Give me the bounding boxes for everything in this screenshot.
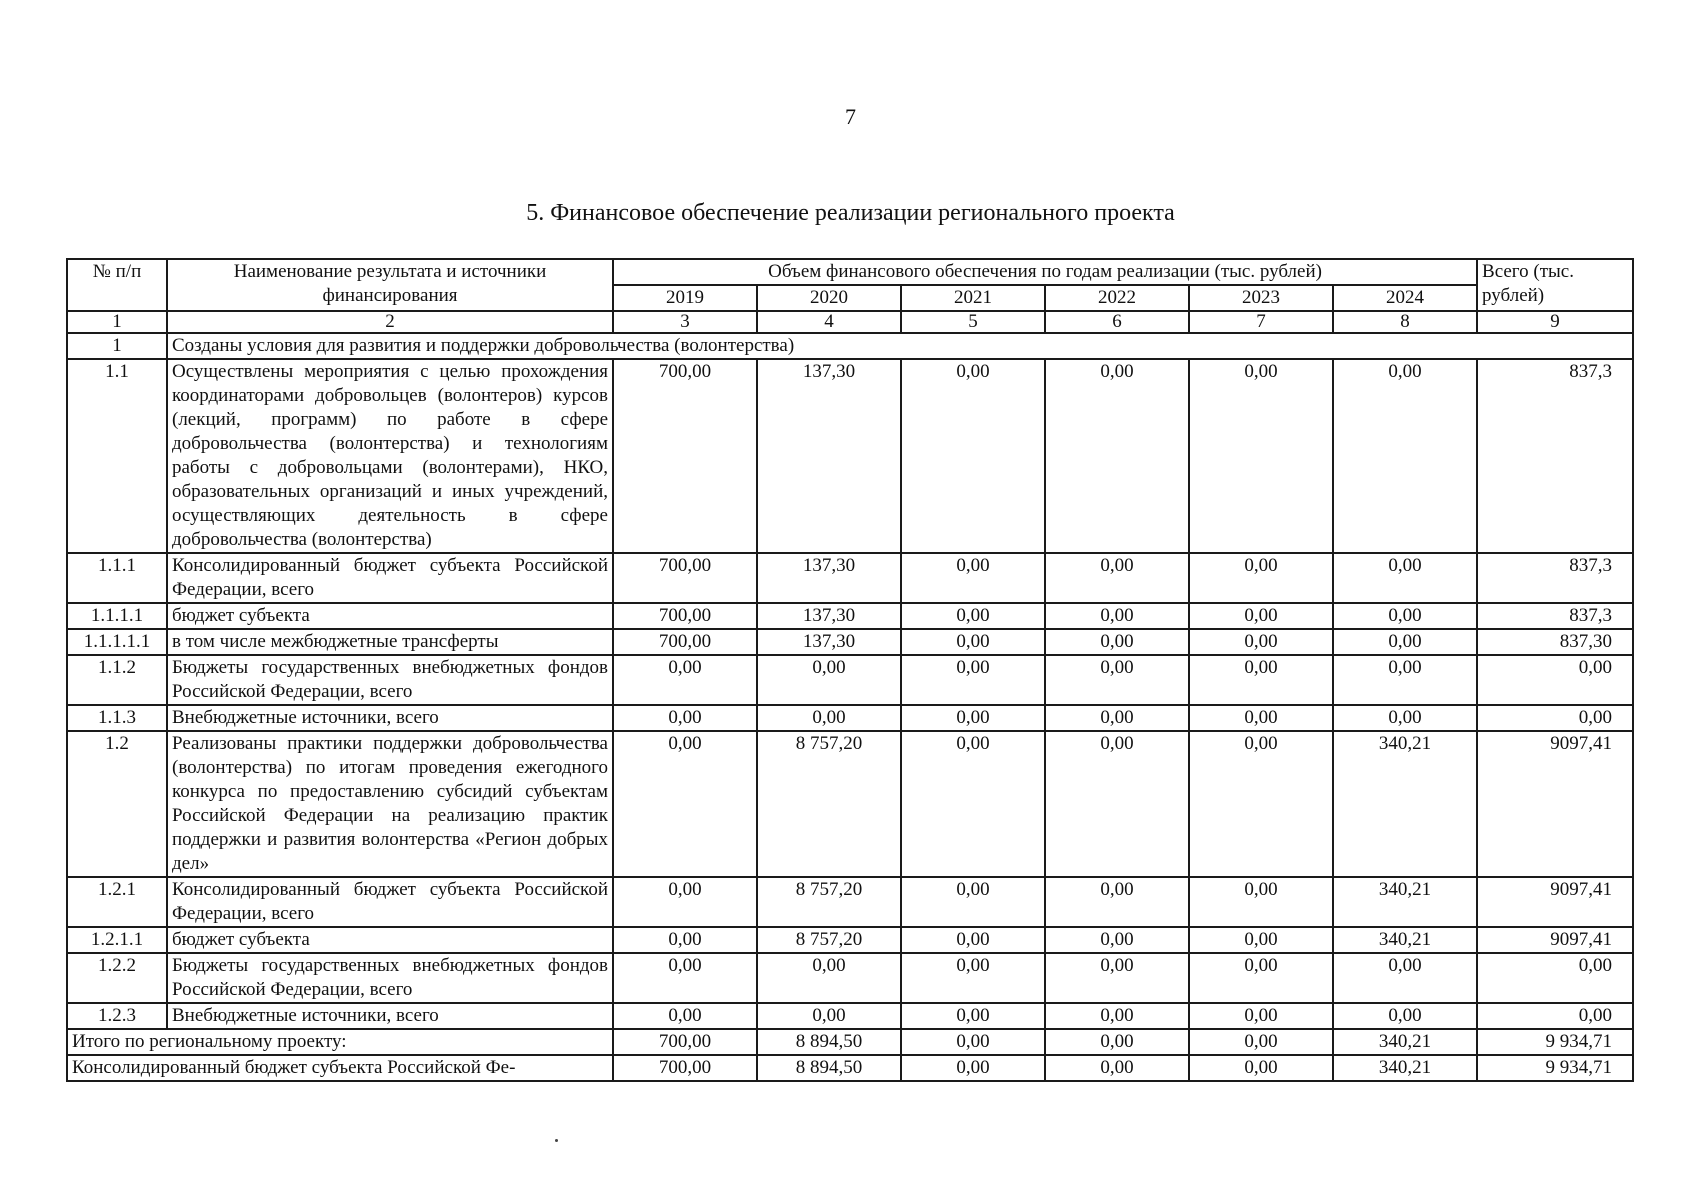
row-value: 340,21 (1333, 731, 1477, 877)
table-row (67, 877, 1633, 927)
column-index-row (67, 311, 1633, 333)
row-value: 0,00 (1333, 1003, 1477, 1029)
row-name: Бюджеты государственных внебюджетных фондов Российской Федерации, всего (167, 655, 613, 705)
row-num: 1.2.3 (67, 1003, 167, 1029)
row-value: 0,00 (1045, 731, 1189, 877)
row-value: 0,00 (1189, 705, 1333, 731)
row-total: 9097,41 (1477, 731, 1633, 877)
row-total: 0,00 (1477, 1003, 1633, 1029)
row-value: 137,30 (757, 359, 901, 553)
row-value: 0,00 (1045, 705, 1189, 731)
header-year: 2021 (901, 285, 1045, 311)
row-num: 1.2.1 (67, 877, 167, 927)
row-value: 0,00 (1189, 359, 1333, 553)
table-row (67, 553, 1633, 603)
row-value: 0,00 (613, 731, 757, 877)
header-volume: Объем финансового обеспечения по годам реализации (тыс. рублей) (613, 259, 1477, 285)
table-row (67, 927, 1633, 953)
row-value: 0,00 (1045, 629, 1189, 655)
totals-value: 0,00 (901, 1029, 1045, 1055)
row-value: 0,00 (757, 1003, 901, 1029)
totals-label: Итого по региональному проекту: (67, 1029, 613, 1055)
header-year: 2020 (757, 285, 901, 311)
financing-table (66, 258, 1634, 1082)
row-value: 0,00 (1045, 359, 1189, 553)
totals-value: 0,00 (1045, 1029, 1189, 1055)
row-value: 0,00 (1333, 603, 1477, 629)
section-num: 1 (67, 333, 167, 359)
row-value: 0,00 (757, 705, 901, 731)
row-value: 0,00 (1189, 655, 1333, 705)
row-name: бюджет субъекта (167, 927, 613, 953)
row-value: 0,00 (1045, 603, 1189, 629)
row-value: 0,00 (757, 953, 901, 1003)
row-total: 0,00 (1477, 953, 1633, 1003)
table-row (67, 705, 1633, 731)
row-value: 0,00 (1333, 655, 1477, 705)
row-name: Консолидированный бюджет субъекта Российской Федерации, всего (167, 877, 613, 927)
totals-value: 0,00 (1045, 1055, 1189, 1081)
page-number: 7 (845, 104, 856, 129)
row-value: 0,00 (1189, 877, 1333, 927)
totals-value: 340,21 (1333, 1055, 1477, 1081)
totals-value: 0,00 (1189, 1055, 1333, 1081)
row-value: 0,00 (613, 655, 757, 705)
row-name: Реализованы практики поддержки добровольчества (волонтерства) по итогам проведения ежегодного конкурса по предоставлению субсидий субъектам Российской Федерации на реализацию практик поддержки и развития волонтерства «Регион добрых дел» (167, 731, 613, 877)
row-num: 1.2.1.1 (67, 927, 167, 953)
row-value: 0,00 (901, 629, 1045, 655)
row-value: 0,00 (613, 1003, 757, 1029)
row-value: 0,00 (1333, 553, 1477, 603)
row-value: 0,00 (901, 877, 1045, 927)
column-index: 1 (67, 311, 167, 333)
row-value: 0,00 (613, 877, 757, 927)
table-row (67, 1003, 1633, 1029)
column-index: 3 (613, 311, 757, 333)
table-row (67, 953, 1633, 1003)
row-value: 0,00 (901, 359, 1045, 553)
row-value: 0,00 (1189, 953, 1333, 1003)
column-index: 8 (1333, 311, 1477, 333)
row-num: 1.1.1.1 (67, 603, 167, 629)
row-name: Внебюджетные источники, всего (167, 705, 613, 731)
row-value: 0,00 (613, 953, 757, 1003)
totals-value: 0,00 (901, 1055, 1045, 1081)
row-value: 0,00 (901, 927, 1045, 953)
header-name: Наименование результата и источники финансирования (167, 259, 613, 311)
totals-value: 0,00 (1189, 1029, 1333, 1055)
table-row (67, 359, 1633, 553)
row-total: 0,00 (1477, 705, 1633, 731)
row-value: 137,30 (757, 603, 901, 629)
row-value: 0,00 (1045, 1003, 1189, 1029)
table-row (67, 629, 1633, 655)
row-total: 9097,41 (1477, 877, 1633, 927)
totals-total: 9 934,71 (1477, 1029, 1633, 1055)
row-value: 0,00 (1189, 603, 1333, 629)
row-value: 0,00 (1189, 731, 1333, 877)
totals-value: 8 894,50 (757, 1029, 901, 1055)
row-num: 1.1.1.1.1 (67, 629, 167, 655)
row-name: Осуществлены мероприятия с целью прохождения координаторами добровольцев (волонтеров) курсов (лекций, программ) по работе в сфере добровольчества (волонтерства) и технологиям работы с добровольцами (волонтерами), НКО, образовательных организаций и иных учреждений, осуществляющих деятельность в сфере добровольчества (волонтерства) (167, 359, 613, 553)
row-value: 0,00 (1045, 953, 1189, 1003)
row-value: 700,00 (613, 553, 757, 603)
column-index: 4 (757, 311, 901, 333)
totals-value: 340,21 (1333, 1029, 1477, 1055)
financing-table-wrapper (66, 258, 1632, 1082)
header-total: Всего (тыс. рублей) (1477, 259, 1633, 311)
row-num: 1.2 (67, 731, 167, 877)
row-value: 700,00 (613, 629, 757, 655)
row-value: 8 757,20 (757, 731, 901, 877)
totals-total: 9 934,71 (1477, 1055, 1633, 1081)
header-year: 2023 (1189, 285, 1333, 311)
row-value: 0,00 (1189, 629, 1333, 655)
section-name: Созданы условия для развития и поддержки добровольчества (волонтерства) (167, 333, 1633, 359)
totals-label: Консолидированный бюджет субъекта Российской Фе- (67, 1055, 613, 1081)
row-value: 0,00 (1045, 927, 1189, 953)
table-header (67, 259, 1633, 311)
table-row (67, 603, 1633, 629)
row-num: 1.1.2 (67, 655, 167, 705)
row-value: 0,00 (1189, 927, 1333, 953)
row-name: в том числе межбюджетные трансферты (167, 629, 613, 655)
header-year: 2022 (1045, 285, 1189, 311)
row-value: 0,00 (1333, 705, 1477, 731)
row-total: 837,3 (1477, 553, 1633, 603)
column-index: 5 (901, 311, 1045, 333)
table-body (67, 311, 1633, 1081)
row-value: 0,00 (613, 927, 757, 953)
row-num: 1.1.1 (67, 553, 167, 603)
column-index: 2 (167, 311, 613, 333)
row-value: 700,00 (613, 603, 757, 629)
row-name: бюджет субъекта (167, 603, 613, 629)
row-value: 137,30 (757, 629, 901, 655)
totals-row (67, 1029, 1633, 1055)
column-index: 6 (1045, 311, 1189, 333)
row-value: 0,00 (901, 731, 1045, 877)
row-value: 0,00 (901, 1003, 1045, 1029)
row-name: Консолидированный бюджет субъекта Российской Федерации, всего (167, 553, 613, 603)
row-value: 0,00 (1189, 1003, 1333, 1029)
section-title: 5. Финансовое обеспечение реализации регионального проекта (526, 200, 1175, 226)
row-value: 0,00 (901, 655, 1045, 705)
totals-value: 8 894,50 (757, 1055, 901, 1081)
row-total: 9097,41 (1477, 927, 1633, 953)
section-row (67, 333, 1633, 359)
row-value: 0,00 (1189, 553, 1333, 603)
row-num: 1.1 (67, 359, 167, 553)
row-value: 340,21 (1333, 877, 1477, 927)
row-value: 0,00 (1333, 359, 1477, 553)
row-value: 0,00 (901, 953, 1045, 1003)
row-num: 1.1.3 (67, 705, 167, 731)
row-value: 137,30 (757, 553, 901, 603)
column-index: 9 (1477, 311, 1633, 333)
row-name: Бюджеты государственных внебюджетных фондов Российской Федерации, всего (167, 953, 613, 1003)
row-value: 0,00 (1333, 953, 1477, 1003)
header-num: № п/п (67, 259, 167, 311)
row-value: 0,00 (901, 603, 1045, 629)
row-value: 0,00 (757, 655, 901, 705)
row-value: 0,00 (901, 705, 1045, 731)
header-year: 2019 (613, 285, 757, 311)
totals-value: 700,00 (613, 1055, 757, 1081)
header-year: 2024 (1333, 285, 1477, 311)
row-value: 0,00 (1045, 553, 1189, 603)
table-row (67, 731, 1633, 877)
row-value: 8 757,20 (757, 927, 901, 953)
row-total: 837,30 (1477, 629, 1633, 655)
row-value: 8 757,20 (757, 877, 901, 927)
row-name: Внебюджетные источники, всего (167, 1003, 613, 1029)
column-index: 7 (1189, 311, 1333, 333)
row-total: 837,3 (1477, 359, 1633, 553)
totals-value: 700,00 (613, 1029, 757, 1055)
row-value: 340,21 (1333, 927, 1477, 953)
row-total: 837,3 (1477, 603, 1633, 629)
totals-row (67, 1055, 1633, 1081)
row-value: 0,00 (1045, 877, 1189, 927)
row-value: 0,00 (1333, 629, 1477, 655)
row-total: 0,00 (1477, 655, 1633, 705)
row-value: 0,00 (613, 705, 757, 731)
row-value: 700,00 (613, 359, 757, 553)
row-value: 0,00 (901, 553, 1045, 603)
scan-speck (555, 1139, 558, 1142)
row-num: 1.2.2 (67, 953, 167, 1003)
table-row (67, 655, 1633, 705)
row-value: 0,00 (1045, 655, 1189, 705)
